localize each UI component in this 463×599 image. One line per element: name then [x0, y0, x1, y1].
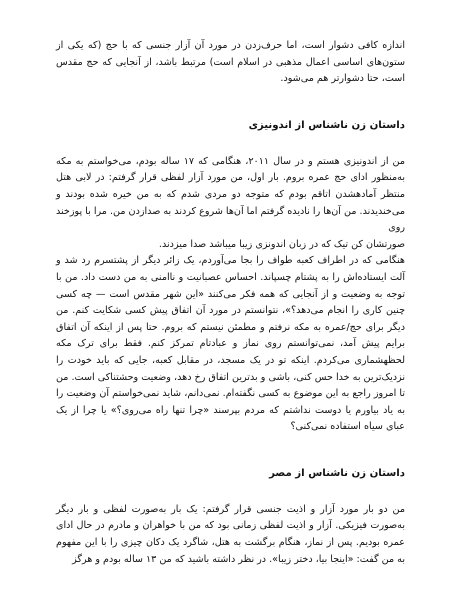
intro-paragraph: اندازه کافی دشوار است، اما حرف‌زدن در مورد آن آزار جنسی که با حج (که یکی از ستون‌های اساسی اعمال مذهبی در اسلام است) مرتبط باشد، از آنجایی که حج مقدس است، حتا دشوارتر هم می‌شود.	[56, 40, 405, 85]
spacer	[56, 134, 405, 154]
indonesia-paragraph-3: هنگامی که در اطراف کعبه طواف را بجا می‌آوردم، یک زائر دیگر از پشتسرم رد شد و آلت ایستاده‌اش را به پشتام چسپاند. احساس عصبانیت و ناامنی به من دست داد. من با توجه به وضعیت و از آنجایی که همه فکر می‌کنند «این شهر مقدس است — چه کسی چنین کاری را انجام می‌دهد؟»، نتوانستم در مورد آن اتفاق پیش کسی شکایت کنم. من دیگر برای حج/عمره به مکه نرفتم و مطمئن نیستم که بروم. حتا پس از اینکه آن اتفاق برایم پیش آمد، نمی‌توانستم روی نماز و عبادتام تمرکز کنم. فقط برای ترک مکه لحظهشماری می‌کردم. اینکه تو در یک مسجد، در مقابل کعبه، جایی که باید خودت را نزدیک‌ترین به خدا حس کنی، باشی و بدترین اتفاق رخ دهد، وضعیت وحشتناکی است. من تا امروز راجع به این موضوع به کسی نگفته‌ام. نمی‌دانم، شاید نمی‌خواستم آن وضعیت را به یاد بیاورم یا دوست نداشتم که مردم بپرسند «چرا تنها راه می‌روی؟» یا چرا از یک عبای سیاه استفاده نمی‌کنی؟	[56, 255, 405, 433]
egypt-paragraph-1: من دو بار مورد آزار و اذیت جنسی قرار گرفتم: یک بار به‌صورت لفظی و بار دیگر به‌صورت فیزیکی. آزار و اذیت لفظی زمانی بود که من با خواهران و مادرم در حال ادای عمره بودیم. پس از نماز، هنگام برگشت به هتل، شاگرد یک دکان چیزی را با این مفهوم به من گفت: «اینجا بیا، دختر زیبا». در نظر داشته باشید که من ۱۳ ساله بودم و هرگز	[56, 503, 405, 565]
spacer	[56, 436, 405, 466]
spacer	[56, 88, 405, 118]
section-heading-egypt: داستان زن ناشناس از مصر	[269, 467, 405, 479]
indonesia-paragraph-2: صورتشان کن تیک که در زبان اندونزی زیبا میباشد صدا میزدند.	[158, 238, 405, 250]
section-heading-indonesia: داستان زن ناشناس از اندونیزی	[248, 119, 405, 131]
indonesia-paragraph-1: من از اندونیزی هستم و در سال ۲۰۱۱، هنگامی که ۱۷ ساله بودم، می‌خواستم به مکه به‌منظور ادای حج عمره بروم. بار اول، من مورد آزار لفظی قرار گرفتم: در لابی هتل منتظر آمادهشدن اتاقم بودم که متوجه دو مردی شدم که به من خیره شده بودند و می‌خندیدند. من آن‌ها را نادیده گرفتم اما آن‌ها شروع کردند به صدازدن من. مرا با پوزخند روی	[56, 155, 405, 234]
spacer	[56, 482, 405, 502]
